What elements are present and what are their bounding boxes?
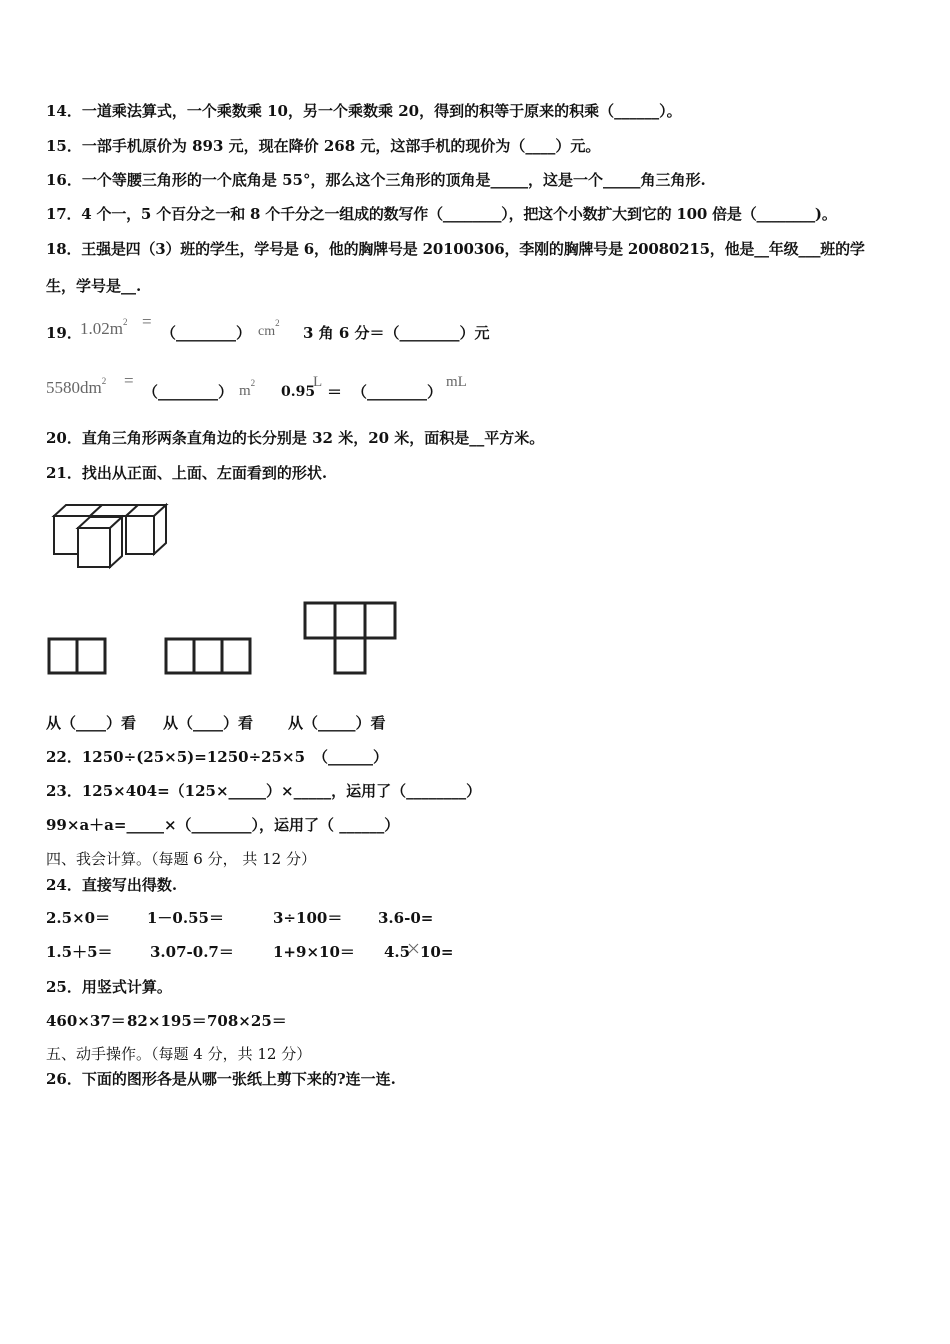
question-20: 20．直角三角形两条直角边的长分别是 32 米，20 米，面积是__平方米。 [46, 429, 545, 447]
question-21: 21．找出从正面、上面、左面看到的形状. [46, 464, 328, 482]
calc-item: 1－0.55＝ [147, 909, 224, 927]
calc-item: 4.5 [384, 943, 411, 961]
area-value-2-exponent: 2 [101, 376, 107, 386]
area-value-1-text: 1.02m [80, 319, 123, 338]
question-15: 15．一部手机原价为 893 元，现在降价 268 元，这部手机的现价为（____）元。 [46, 137, 601, 155]
unit-cm2 [258, 313, 280, 342]
question-22: 22．1250÷(25×5)=1250÷25×5 [46, 748, 306, 766]
calc-item: 2.5×0＝ [46, 909, 111, 927]
equals-sign-3: ＝ [327, 383, 343, 401]
section-5-heading: 五、动手操作。（每题 4 分，共 12 分） [46, 1045, 312, 1063]
view-answer-3: 从（_____）看 [288, 714, 386, 732]
question-19-yuan: 3 角 6 分＝（________）元 [303, 324, 490, 342]
answer-blank-1[interactable]: （________） [161, 324, 252, 342]
unit-cm2-exponent: 2 [275, 318, 280, 328]
area-value-2 [46, 371, 106, 398]
question-26: 26．下面的图形各是从哪一张纸上剪下来的?连一连. [46, 1070, 396, 1088]
cube-stack-figure [50, 500, 170, 572]
question-25: 25．用竖式计算。 [46, 978, 172, 996]
unit-m2-text: m [239, 383, 251, 399]
area-value-2-text: 5580dm [46, 378, 102, 397]
vertical-calc-item: 82×195＝ [127, 1012, 207, 1030]
equals-sign-2: = [124, 371, 134, 390]
answer-blank-2[interactable]: （________） [143, 383, 234, 401]
question-19-number: 19． [46, 324, 82, 342]
question-22-blank[interactable]: （______） [313, 748, 389, 766]
view-shape-2 [164, 637, 252, 675]
question-24: 24．直接写出得数. [46, 876, 178, 894]
calc-item: 3.6-0= [378, 909, 434, 927]
area-value-1 [80, 312, 127, 339]
area-value-1-exponent: 2 [122, 317, 128, 327]
question-18-line-1: 18．王强是四（3）班的学生，学号是 6，他的胸牌号是 20100306，李刚的胸牌号是 20080215，他是__年级___班的学 [46, 240, 865, 258]
multiply-sign-icon [408, 943, 419, 954]
question-17: 17．4 个一，5 个百分之一和 8 个千分之一组成的数写作（________），把这个小数扩大到它的 100 倍是（________)。 [46, 205, 837, 223]
calc-item-tail: 10= [420, 943, 454, 961]
view-answer-1: 从（____）看 [46, 714, 137, 732]
view-shape-3 [303, 601, 397, 675]
calc-item: 3.07-0.7＝ [150, 943, 234, 961]
question-14: 14．一道乘法算式，一个乘数乘 10，另一个乘数乘 20，得到的积等于原来的积乘（______）。 [46, 102, 682, 120]
unit-ml: mL [446, 374, 467, 390]
litre-value: 0.95 [281, 384, 316, 400]
unit-m2 [239, 373, 255, 401]
answer-blank-3[interactable]: （________） [352, 383, 443, 401]
calc-item: 3÷100＝ [273, 909, 343, 927]
vertical-calc-item: 708×25＝ [207, 1012, 287, 1030]
section-4-heading: 四、我会计算。（每题 6 分， 共 12 分） [46, 850, 316, 868]
unit-cm2-text: cm [258, 324, 276, 339]
question-23-line-1: 23．125×404=（125×_____）×_____，运用了（________） [46, 782, 482, 800]
view-answer-2: 从（____）看 [163, 714, 254, 732]
question-23-line-2: 99×a＋a=_____×（________），运用了（ ______） [46, 816, 400, 834]
calc-item: 1.5＋5＝ [46, 943, 113, 961]
calc-item: 1+9×10＝ [273, 943, 355, 961]
question-16: 16．一个等腰三角形的一个底角是 55°，那么这个三角形的顶角是_____，这是一个_____角三角形. [46, 171, 706, 189]
equals-sign-1: = [142, 312, 152, 331]
question-18-line-2: 生，学号是__. [46, 277, 142, 295]
unit-m2-exponent: 2 [250, 378, 256, 388]
view-shape-1 [47, 637, 107, 675]
unit-l: L [313, 374, 323, 390]
vertical-calc-item: 460×37＝ [46, 1012, 126, 1030]
